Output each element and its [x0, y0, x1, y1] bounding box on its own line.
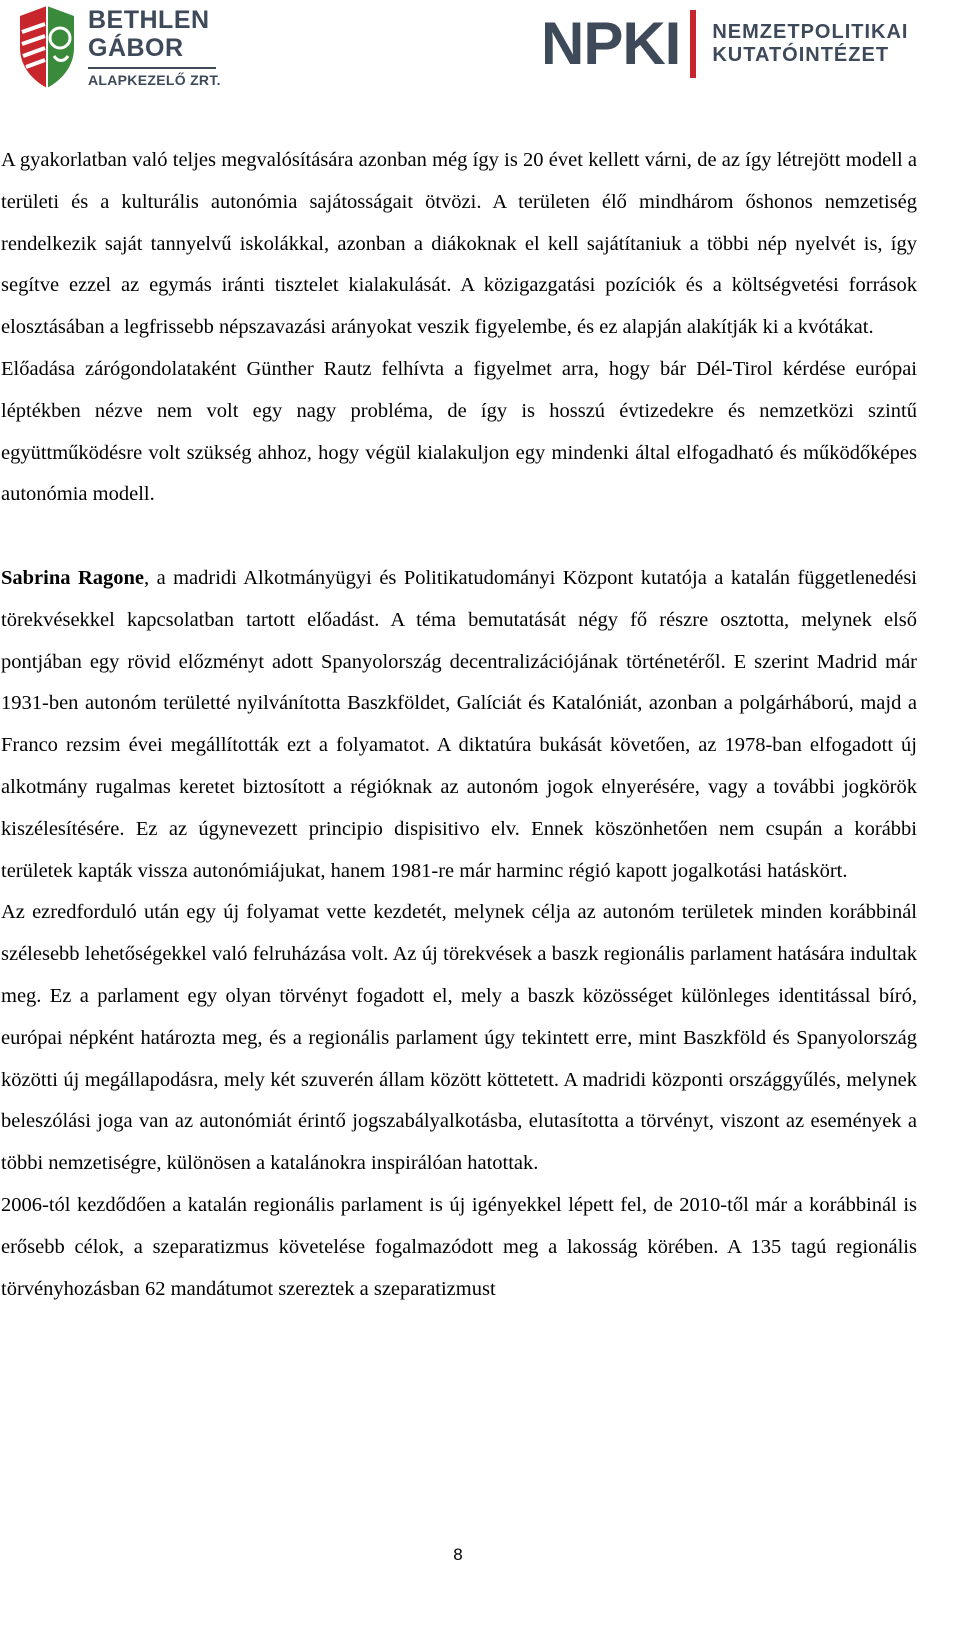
npki-logo [541, 10, 908, 78]
paragraph-1: A gyakorlatban való teljes megvalósítására azonban még így is 20 évet kellett várni, de az így létrejött modell a területi és a kulturális autonómia sajátosságait ötvözi. A területen élő mindhárom őshonos nemzetiség rendelkezik saját tannyelvű iskolákkal, azonban a diákoknak el kell sajátítaniuk a többi nép nyelvét is, így segítve ezzel az egymás iránti tisztelet kialakulását. A közigazgatási pozíciók és a költségvetési források elosztásában a legfrissebb népszavazási arányokat veszik figyelembe, és ez alapján alakítják ki a kvótákat. [1, 149, 917, 339]
page-number: 8 [453, 1545, 463, 1564]
paragraph-5: 2006-tól kezdődően a katalán regionális parlament is új igényekkel lépett fel, de 2010-től már a korábbinál is erősebb célok, a szeparatizmus követelése fogalmazódott meg a lakosság körében. A 135 tagú regionális törvényhozásban 62 mandátumot szereztek a szeparatizmust [1, 1193, 917, 1300]
npki-line1: NEMZETPOLITIKAI [712, 21, 909, 43]
paragraph-3-text: , a madridi Alkotmányügyi és Politikatudományi Központ kutatója a katalán függetlenedési törekvésekkel kapcsolatban tartott előadást. A téma bemutatását négy fő részre osztotta, melynek első pontjában egy rövid előzményt adott Spanyolország decentralizációjának történetéről. E szerint Madrid már 1931-ben autonóm területté nyilvánította Baszkföldet, Galíciát és Katalóniát, azonban a polgárháború, majd a Franco rezsim évei megállították ezt a folyamatot. A diktatúra bukását követően, az 1978-ban elfogadott új alkotmány rugalmas keretet biztosított a régióknak az autonóm jogok elnyerésére, vagy a további jogkörök kiszélesítésére. Ez az úgynevezett principio dispisitivo elv. Ennek köszönhetően nem csupán a korábbi területek kapták vissza autonómiájukat, hanem 1981-re már harminc régió kapott jogalkotási hatáskört. [1, 566, 917, 882]
speaker-name: Sabrina Ragone [1, 566, 144, 589]
npki-wordmark [712, 21, 908, 67]
npki-divider [690, 10, 696, 78]
bethlen-rule [88, 67, 216, 69]
bethlen-line3: ALAPKEZELŐ ZRT. [88, 71, 221, 88]
bethlen-line2: GÁBOR [88, 33, 184, 62]
bethlen-line1: BETHLEN [88, 5, 210, 34]
npki-line2: KUTATÓINTÉZET [712, 44, 890, 66]
paragraph-2: Előadása zárógondolataként Günther Rautz felhívta a figyelmet arra, hogy bár Dél-Tirol kérdése európai léptékben nézve nem volt egy nagy probléma, de így is hosszú évtizedekre és nemzetközi szintű együttműködésre volt szükség ahhoz, hogy végül kialakuljon egy mindenki által elfogadható és működőképes autonómia modell. [1, 357, 917, 506]
paragraph-4: Az ezredforduló után egy új folyamat vette kezdetét, melynek célja az autonóm területek minden korábbinál szélesebb lehetőségekkel való felruházása volt. Az új törekvések a baszk regionális parlament hatására indultak meg. Ez a parlament egy olyan törvényt fogadott el, mely a baszk közösséget különleges identitással bíró, európai népként határozta meg, és a regionális parlament úgy tekintett erre, mint Baszkföld és Spanyolország közötti új megállapodásra, mely két szuverén állam között köttetett. A madridi központi országgyűlés, melynek beleszólási joga van az autonómiát érintő jogszabályalkotásba, elutasította a törvényt, viszont az események a többi nemzetiségre, különösen a katalánokra inspirálóan hatottak. [1, 901, 917, 1175]
paragraph-3 [1, 558, 917, 892]
page-header [0, 0, 960, 100]
npki-acronym: NPKI [541, 10, 681, 77]
article-body [1, 140, 917, 1310]
bethlen-gabor-logo [14, 4, 221, 90]
bethlen-shield-icon [14, 4, 80, 90]
bethlen-wordmark [88, 5, 221, 88]
